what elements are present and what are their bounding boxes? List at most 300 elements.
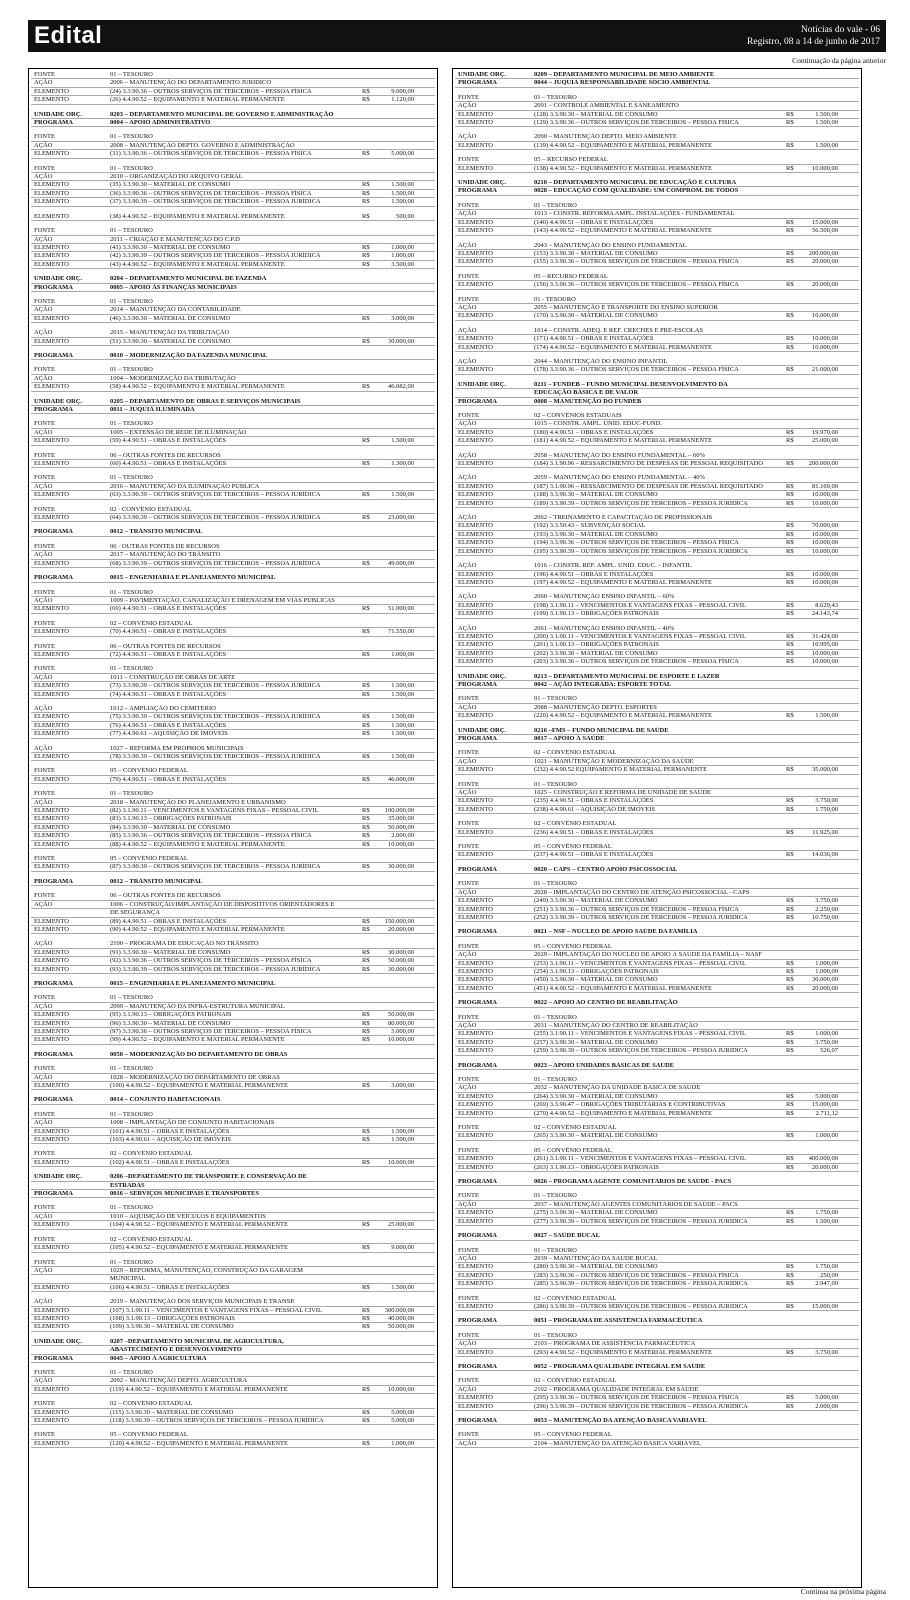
row-currency: R$ <box>362 337 370 345</box>
row-value <box>376 1275 416 1282</box>
budget-row <box>455 625 859 633</box>
row-description: 2006 – MANUTENÇÃO DO DEPARTAMENTO JURÍDICO <box>110 79 272 87</box>
budget-row <box>455 1394 859 1402</box>
row-key: FONTE <box>458 1124 479 1132</box>
row-currency <box>362 1346 376 1353</box>
budget-row <box>455 1101 859 1109</box>
row-currency: R$ <box>362 948 370 956</box>
budget-row <box>455 429 859 437</box>
row-description: 1004 – MODERNIZAÇÃO DA TRIBUTAÇÃO <box>110 374 236 382</box>
row-currency <box>786 1431 800 1438</box>
row-key: AÇÃO <box>458 420 477 428</box>
budget-row <box>31 1020 435 1028</box>
row-description: 01 – TESOURO <box>110 474 153 482</box>
row-description: 0008 – MANUTENÇÃO DO FUNDEB <box>534 397 642 405</box>
row-key: ELEMENTO <box>34 1011 69 1019</box>
row-key: FONTE <box>458 201 479 209</box>
budget-row <box>31 213 435 221</box>
row-currency: R$ <box>786 1302 794 1310</box>
row-description: (194) 3.3.90.36 – OUTROS SERVIÇOS DE TERCEIROS – PESSOA FÍSICA <box>534 539 739 547</box>
row-value: 35.000,00 <box>388 815 414 823</box>
row-key: PROGRAMA <box>458 865 497 873</box>
row-value <box>800 1076 840 1083</box>
row-currency: R$ <box>786 1394 794 1402</box>
row-value <box>376 1355 416 1362</box>
row-key: ELEMENTO <box>458 366 493 374</box>
budget-row <box>31 88 435 96</box>
row-description: (42) 3.3.90.39 – OUTROS SERVIÇOS DE TERCEIROS – PESSOA JURÍDICA <box>110 252 321 260</box>
row-key: UNIDADE ORÇ. <box>34 1337 83 1345</box>
row-key: AÇÃO <box>458 241 477 249</box>
row-value <box>800 327 840 334</box>
row-currency: R$ <box>786 1047 794 1055</box>
row-value: 8.629,43 <box>815 601 838 609</box>
row-key: AÇÃO <box>458 210 477 218</box>
budget-row <box>455 242 859 250</box>
row-currency <box>786 999 800 1006</box>
row-value <box>800 1201 840 1208</box>
row-key: AÇÃO <box>458 789 477 797</box>
row-currency: R$ <box>786 1280 794 1288</box>
row-value: 1.000,00 <box>815 967 838 975</box>
row-value: 51.000,00 <box>388 605 414 613</box>
row-description: (193) 3.3.90.30 – MATERIAL DE CONSUMO <box>534 530 658 538</box>
row-description: 0203 – DEPARTAMENTO MUNICIPAL DE GOVERNO E ADMINISTRAÇÃO <box>110 110 334 118</box>
row-key: ELEMENTO <box>34 863 69 871</box>
row-currency: R$ <box>786 522 794 530</box>
row-value <box>376 1096 416 1103</box>
row-value <box>376 665 416 672</box>
budget-row <box>455 250 859 258</box>
row-description: 05 – CONVÊNIO FEDERAL <box>110 855 188 863</box>
budget-row <box>455 968 859 976</box>
row-key: ELEMENTO <box>34 460 69 468</box>
row-currency: R$ <box>786 1209 794 1217</box>
row-currency: R$ <box>786 258 794 266</box>
row-currency: R$ <box>362 807 370 815</box>
row-key: ELEMENTO <box>458 1209 493 1217</box>
row-description: 1011 – CONSTRUÇÃO DE OBRAS DE ARTE <box>110 673 236 681</box>
row-value: 2.250,00 <box>815 905 838 913</box>
row-value: 50.000,00 <box>388 1323 414 1331</box>
row-value <box>376 1173 416 1180</box>
row-currency: R$ <box>786 141 794 149</box>
row-description: 2029 – IMPLANTAÇÃO DO NÚCLEO DE APOIO À SAÚDE DA FAMÍLIA – NASF <box>534 951 762 959</box>
row-value: 1.500,00 <box>391 1136 414 1144</box>
row-currency: R$ <box>786 437 794 445</box>
row-value: 5.000,00 <box>391 1408 414 1416</box>
row-description: (201) 3.1.90.13 – OBRIGAÇÕES PATRONAIS <box>534 641 659 649</box>
row-description: 1029 – REFORMA, MANUTENÇÃO, CONSTRUÇÃO DA GARAGEM <box>110 1266 303 1274</box>
row-description: 0044 – JUQUIÁ RESPONSABILIDADE SÓCIO AMBIENTAL <box>534 79 711 87</box>
row-value: 15.000,00 <box>812 218 838 226</box>
row-description: (188) 3.3.90.30 – MATERIAL DE CONSUMO <box>534 491 658 499</box>
row-key: FONTE <box>34 1150 55 1158</box>
budget-row <box>455 219 859 227</box>
row-currency: R$ <box>362 1408 370 1416</box>
row-description: 01 – TESOURO <box>110 164 153 172</box>
section-heading-row <box>31 1051 435 1059</box>
row-description: 0017 – APOIO À SAÚDE <box>534 735 605 742</box>
budget-row <box>455 985 859 993</box>
row-value: 1.500,00 <box>815 110 838 118</box>
row-key: ELEMENTO <box>458 1163 493 1171</box>
row-description: 01 – TESOURO <box>110 297 153 305</box>
row-key: ELEMENTO <box>458 1101 493 1109</box>
row-currency: R$ <box>362 1244 370 1252</box>
row-value: 1.000,00 <box>815 959 838 967</box>
row-description: (104) 4.4.90.52 – EQUIPAMENTO E MATERIAL PERMANENTE <box>110 1221 288 1229</box>
budget-row <box>455 579 859 587</box>
row-currency <box>362 1236 376 1243</box>
budget-row <box>455 412 859 420</box>
row-value <box>800 843 840 850</box>
row-currency <box>362 878 376 885</box>
row-description: 01 – TESOURO <box>534 695 577 703</box>
budget-row <box>31 1298 435 1306</box>
row-currency: R$ <box>362 314 370 322</box>
row-description: (202) 3.3.90.30 – MATERIAL DE CONSUMO <box>534 649 658 657</box>
row-currency <box>362 119 376 126</box>
row-description: 0207 –DEPARTAMENTO MUNICIPAL DE AGRICULTURA, <box>110 1337 284 1345</box>
row-key: FONTE <box>34 1400 55 1408</box>
row-description: 1027 – REFORMA EM PRÓPRIOS MUNICIPAIS <box>110 744 244 752</box>
row-currency: R$ <box>362 181 370 189</box>
row-currency: R$ <box>786 1092 794 1100</box>
row-currency <box>362 375 376 382</box>
budget-row <box>31 483 435 491</box>
budget-row <box>455 474 859 482</box>
row-description: 0206 –DEPARTAMENTO DE TRANSPORTE E CONSERVAÇÃO DE <box>110 1173 307 1181</box>
row-key: UNIDADE ORÇ. <box>458 179 507 187</box>
row-key: ELEMENTO <box>34 1221 69 1229</box>
row-description: 02 – CONVÊNIO ESTADUAL <box>110 1400 193 1408</box>
row-value <box>376 1346 416 1353</box>
row-value <box>800 735 840 742</box>
row-value <box>376 1213 416 1220</box>
row-currency <box>362 398 376 405</box>
row-key: PROGRAMA <box>34 979 73 987</box>
budget-row <box>455 344 859 352</box>
row-key: ELEMENTO <box>458 258 493 266</box>
row-value <box>376 980 416 987</box>
section-heading-row <box>455 1062 859 1070</box>
row-currency: R$ <box>786 797 794 805</box>
row-currency: R$ <box>786 1109 794 1117</box>
row-currency: R$ <box>786 828 794 836</box>
row-value: 50.000,00 <box>388 823 414 831</box>
budget-row <box>31 474 435 482</box>
row-currency <box>786 1386 800 1393</box>
row-description: (38) 4.4.90.52 – EQUIPAMENTO E MATERIAL PERMANENTE <box>110 212 285 220</box>
budget-row <box>455 797 859 805</box>
row-key: AÇÃO <box>458 757 477 765</box>
budget-row <box>455 1295 859 1303</box>
row-key: ELEMENTO <box>458 897 493 905</box>
row-key: AÇÃO <box>34 428 53 436</box>
row-key: ELEMENTO <box>34 650 69 658</box>
budget-row <box>455 1280 859 1288</box>
row-currency <box>362 284 376 291</box>
row-description: 01 – TESOURO <box>110 133 153 141</box>
row-key: ELEMENTO <box>34 181 69 189</box>
row-description: (200) 3.1.90.11 – VENCIMENTOS E VANTAGENS FIXAS – PESSOAL CIVIL <box>534 632 746 640</box>
section-heading-row <box>455 79 859 87</box>
row-key: FONTE <box>458 820 479 828</box>
row-key <box>31 1275 110 1282</box>
row-key: AÇÃO <box>458 951 477 959</box>
row-currency: R$ <box>362 252 370 260</box>
row-value: 1.500,00 <box>391 1127 414 1135</box>
row-key: PROGRAMA <box>458 735 497 742</box>
budget-row <box>455 914 859 922</box>
row-value <box>376 452 416 459</box>
row-currency <box>362 71 376 78</box>
row-key: ELEMENTO <box>458 851 493 859</box>
row-currency: R$ <box>786 312 794 320</box>
budget-row <box>455 758 859 766</box>
row-description: 0210 – DEPARTAMENTO MUNICIPAL DE EDUCAÇÃO E CULTURA <box>534 179 737 187</box>
row-description: 2010 – ORGANIZAÇÃO DO ARQUIVO GERAL <box>110 173 243 181</box>
row-currency <box>786 474 800 481</box>
budget-row <box>455 258 859 266</box>
row-description: 2091 – CONTROLE AMBIENTAL E SANEAMENTO <box>534 102 679 110</box>
row-description: 1013 – CONSTR. REFORMA AMPL. INSTALAÇÕES - FUNDAMENTAL <box>534 210 735 218</box>
budget-row <box>31 620 435 628</box>
budget-row <box>455 829 859 837</box>
budget-row <box>31 824 435 832</box>
budget-row <box>455 571 859 579</box>
budget-row <box>455 880 859 888</box>
budget-row <box>31 807 435 815</box>
row-currency: R$ <box>362 775 370 783</box>
row-value: 1.500,00 <box>391 713 414 721</box>
section-heading-row <box>31 980 435 988</box>
budget-row <box>455 522 859 530</box>
row-description: 02 – CONVÊNIO ESTADUAL <box>534 1124 617 1132</box>
row-key: ELEMENTO <box>34 1323 69 1331</box>
row-currency: R$ <box>786 610 794 618</box>
row-currency <box>786 593 800 600</box>
row-description: 2099 – MANUTENÇÃO DA INFRA-ESTRUTURA MUNICIPAL <box>110 1002 285 1010</box>
row-value <box>376 994 416 1001</box>
row-value: 1.750,00 <box>815 805 838 813</box>
row-description: 0015 – ENGENHARIA E PLANEJAMENTO MUNICIPAL <box>110 979 276 987</box>
row-currency: R$ <box>362 925 370 933</box>
budget-row <box>31 940 435 948</box>
row-key: ELEMENTO <box>34 1408 69 1416</box>
row-description: 1012 – AMPLIAÇÃO DO CEMITÉRIO <box>110 704 216 712</box>
row-currency: R$ <box>786 499 794 507</box>
row-description: 2090 – MANUTENÇÃO DEPTO. MEIO AMBIENTE <box>534 133 677 141</box>
row-value: 1.500,00 <box>391 690 414 698</box>
budget-row <box>455 749 859 757</box>
row-key: PROGRAMA <box>458 999 497 1007</box>
row-key: FONTE <box>34 1204 55 1212</box>
budget-row <box>455 906 859 914</box>
section-heading-row <box>455 1232 859 1240</box>
row-description: 2103 – PROGRAMA DE ASSISTÊNCIA FARMACÊUTICA <box>534 1340 696 1348</box>
budget-row <box>455 358 859 366</box>
row-currency: R$ <box>362 1283 370 1291</box>
row-key: ELEMENTO <box>458 249 493 257</box>
row-description: (106) 4.4.90.51 – OBRAS E INSTALAÇÕES <box>110 1283 230 1291</box>
budget-row <box>31 1244 435 1252</box>
row-description: 0209 – DEPARTAMENTO MUNICIPAL DE MEIO AMBIENTE <box>534 71 715 78</box>
row-key: FONTE <box>34 994 55 1002</box>
section-heading-row <box>455 187 859 195</box>
row-value: 500,00 <box>396 212 414 220</box>
row-value: 25.000,00 <box>388 1221 414 1229</box>
row-key: FONTE <box>34 71 55 78</box>
row-key: FONTE <box>34 892 55 900</box>
budget-row <box>455 111 859 119</box>
budget-row <box>455 789 859 797</box>
row-currency: R$ <box>786 482 794 490</box>
row-description: (60) 4.4.90.51 – OBRAS E INSTALAÇÕES <box>110 460 227 468</box>
row-value: 2.000,00 <box>815 1402 838 1410</box>
row-value <box>376 133 416 140</box>
row-value: 20.000,00 <box>812 281 838 289</box>
row-description: (105) 4.4.90.52 – EQUIPAMENTO E MATERIAL PERMANENTE <box>110 1244 288 1252</box>
budget-row <box>455 366 859 374</box>
row-key: FONTE <box>34 133 55 141</box>
row-key: FONTE <box>34 164 55 172</box>
row-description: DE SEGURANÇA <box>110 909 161 917</box>
row-value: 10.000,00 <box>812 539 838 547</box>
row-key: ELEMENTO <box>34 1158 69 1166</box>
row-value <box>800 1062 840 1069</box>
row-value <box>800 452 840 459</box>
row-description: 01 – TESOURO <box>534 1076 577 1083</box>
row-value: 15.000,00 <box>812 1101 838 1109</box>
row-key: ELEMENTO <box>458 632 493 640</box>
row-currency: R$ <box>786 805 794 813</box>
row-description: 01 – TESOURO <box>110 665 153 673</box>
row-currency: R$ <box>786 530 794 538</box>
row-value: 5.000,00 <box>815 1394 838 1402</box>
row-description: (93) 3.3.90.39 – OUTROS SERVIÇOS DE TERCEIROS – PESSOA JURÍDICA <box>110 965 321 973</box>
row-key: ELEMENTO <box>34 337 69 345</box>
row-value <box>376 1150 416 1157</box>
budget-row <box>455 1403 859 1411</box>
row-currency <box>786 673 800 680</box>
row-key: AÇÃO <box>458 357 477 365</box>
row-description: (99) 4.4.90.52 – EQUIPAMENTO E MATERIAL PERMANENTE <box>110 1036 285 1044</box>
row-key: ELEMENTO <box>34 559 69 567</box>
row-key <box>31 1346 110 1353</box>
row-value: 1.000,00 <box>391 243 414 251</box>
budget-row <box>455 500 859 508</box>
budget-row <box>455 1132 859 1140</box>
row-key: PROGRAMA <box>458 79 497 87</box>
row-description: 1010 – AQUISIÇÃO DE VEÍCULOS E EQUIPAMENTOS <box>110 1212 266 1220</box>
row-description: 0042 – AÇÃO INTEGRADA: ESPORTE TOTAL <box>534 680 672 688</box>
row-description: (115) 3.3.90.30 – MATERIAL DE CONSUMO <box>110 1408 234 1416</box>
row-value: 10.000,00 <box>812 343 838 351</box>
row-key: PROGRAMA <box>458 928 497 936</box>
budget-row <box>31 832 435 840</box>
row-description: (100) 4.4.90.52 – EQUIPAMENTO E MATERIAL PERMANENTE <box>110 1082 288 1089</box>
row-currency: R$ <box>362 437 370 445</box>
budget-row <box>31 142 435 150</box>
row-key: FONTE <box>458 1076 479 1083</box>
row-key <box>31 909 110 916</box>
budget-row <box>31 1111 435 1119</box>
budget-row <box>31 1011 435 1019</box>
row-description: (220) 4.4.90.52 – EQUIPAMENTO E MATERIAL PERMANENTE <box>534 712 712 720</box>
row-currency <box>786 789 800 796</box>
row-key: FONTE <box>458 412 479 419</box>
row-key: ELEMENTO <box>34 314 69 322</box>
row-currency <box>362 665 376 672</box>
row-currency <box>786 420 800 427</box>
row-currency <box>786 1076 800 1083</box>
row-key: PROGRAMA <box>34 283 73 291</box>
row-description: (97) 3.3.90.36 – OUTROS SERVIÇOS DE TERCEIROS – PESSOA FÍSICA <box>110 1027 312 1035</box>
row-currency: R$ <box>786 110 794 118</box>
budget-row <box>31 713 435 721</box>
row-value: 200.000,00 <box>808 460 838 468</box>
row-value: 1.000,00 <box>815 1132 838 1140</box>
row-description: 02 – CONVÊNIO ESTADUAL <box>110 619 193 627</box>
row-currency: R$ <box>786 601 794 609</box>
row-currency <box>362 133 376 140</box>
row-value: 100.000,00 <box>384 807 414 815</box>
row-value: 2.000,00 <box>391 832 414 840</box>
row-key: UNIDADE ORÇ. <box>458 726 507 734</box>
row-description: (269) 3.3.90.47 – OBRIGAÇÕES TRIBUTÁRIAS E CONTRIBUTIVAS <box>534 1101 726 1109</box>
row-description: (293) 4.4.90.52 – EQUIPAMENTO E MATERIAL PERMANENTE <box>534 1348 712 1356</box>
row-key: ELEMENTO <box>34 1314 69 1322</box>
row-value <box>376 1400 416 1407</box>
row-currency <box>786 398 800 405</box>
row-value: 3.750,00 <box>815 1348 838 1356</box>
budget-row <box>31 1128 435 1136</box>
row-description: 0050 – MODERNIZAÇÃO DO DEPARTAMENTO DE OBRAS <box>110 1050 288 1058</box>
row-key: PROGRAMA <box>34 877 73 885</box>
row-currency <box>786 327 800 334</box>
row-key: ELEMENTO <box>458 281 493 289</box>
budget-row <box>31 173 435 181</box>
row-currency <box>362 790 376 797</box>
row-description: (35) 3.3.90.30 – MATERIAL DE CONSUMO <box>110 181 231 189</box>
row-value <box>376 901 416 908</box>
row-currency: R$ <box>786 335 794 343</box>
budget-row <box>455 1218 859 1226</box>
row-currency: R$ <box>362 150 370 158</box>
row-currency <box>362 429 376 436</box>
row-description: (95) 3.1.90.13 – OBRIGAÇÕES PATRONAIS <box>110 1011 232 1019</box>
row-value: 10.000,00 <box>812 491 838 499</box>
row-key: AÇÃO <box>458 303 477 311</box>
row-value: 10.000,00 <box>388 1036 414 1044</box>
budget-row <box>31 1150 435 1158</box>
row-key: AÇÃO <box>34 1212 53 1220</box>
row-key: FONTE <box>34 855 55 863</box>
budget-row <box>31 892 435 900</box>
budget-row <box>31 1204 435 1212</box>
row-currency <box>786 1255 800 1262</box>
row-currency <box>786 304 800 311</box>
row-key: PROGRAMA <box>458 1417 497 1424</box>
budget-row <box>455 650 859 658</box>
row-key: PROGRAMA <box>458 1362 497 1370</box>
row-value: 1.750,00 <box>815 1263 838 1271</box>
row-key: ELEMENTO <box>458 1217 493 1225</box>
budget-row <box>455 437 859 445</box>
row-currency: R$ <box>786 1132 794 1140</box>
